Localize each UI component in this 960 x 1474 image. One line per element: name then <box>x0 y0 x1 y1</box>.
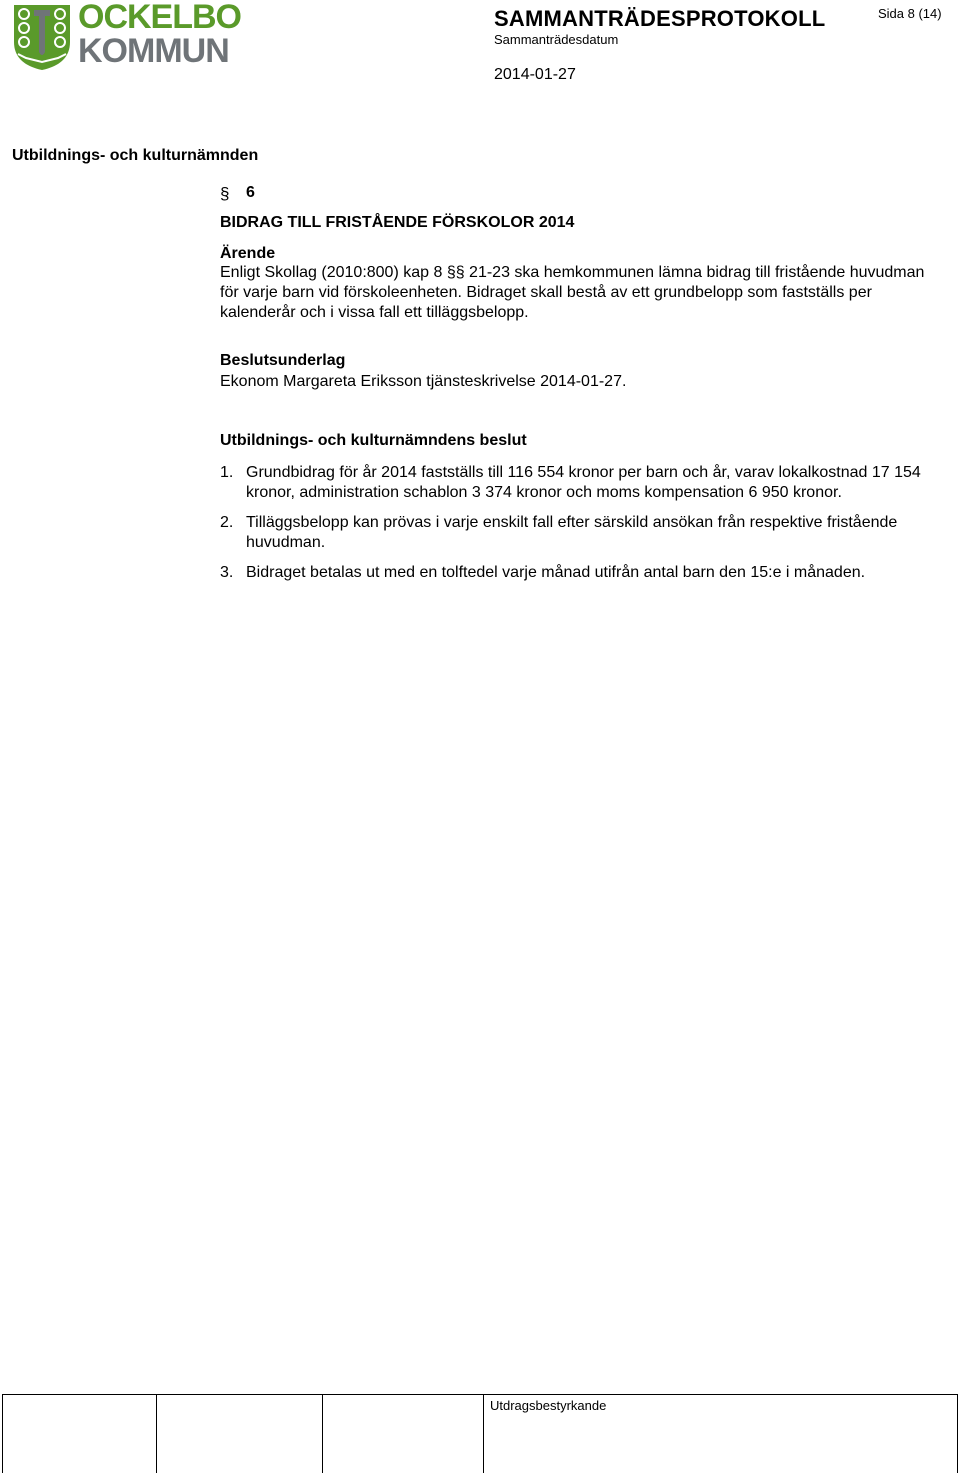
decision-item-line: Tilläggsbelopp kan prövas i varje enskilt fall efter särskild ansökan från respektive fristående <box>246 514 898 531</box>
paragraph-symbol: § <box>220 184 230 203</box>
document-title: SAMMANTRÄDESPROTOKOLL <box>494 6 826 31</box>
extract-certification-cell <box>483 1395 958 1473</box>
arende-text <box>220 263 960 323</box>
beslutsunderlag-label: Beslutsunderlag <box>220 352 346 369</box>
section-title: BIDRAG TILL FRISTÅENDE FÖRSKOLOR 2014 <box>220 214 575 231</box>
decision-item-text <box>246 513 897 553</box>
decision-item-text <box>246 563 865 583</box>
decision-item-text <box>246 463 921 503</box>
logo-line-1: OCKELBO <box>78 0 241 36</box>
decision-item-line: Bidraget betalas ut med en tolftedel varje månad utifrån antal barn den 15:e i månaden. <box>246 564 866 581</box>
decision-item-number: 3. <box>220 564 234 581</box>
signature-table <box>2 1394 958 1473</box>
page-number: Sida 8 (14) <box>878 6 942 21</box>
arende-label: Ärende <box>220 245 276 262</box>
beslutsunderlag-text: Ekonom Margareta Eriksson tjänsteskrivelse 2014-01-27. <box>220 373 627 390</box>
extract-certification-label: Utdragsbestyrkande <box>490 1398 607 1413</box>
paragraph-number: 6 <box>246 184 255 201</box>
decision-item-line: Grundbidrag för år 2014 fastställs till 116 554 kronor per barn och år, varav lokalkostnad 17 154 <box>246 464 921 481</box>
signature-cell <box>322 1395 483 1473</box>
arende-line: för varje barn vid förskoleenheten. Bidraget skall bestå av ett grundbelopp som fastställs per <box>220 284 872 301</box>
decision-item-line: huvudman. <box>246 534 326 551</box>
arende-line: kalenderår och i vissa fall ett tilläggsbelopp. <box>220 304 529 321</box>
decision-label: Utbildnings- och kulturnämndens beslut <box>220 432 527 449</box>
arende-line: Enligt Skollag (2010:800) kap 8 §§ 21-23 ska hemkommunen lämna bidrag till fristående huvudman <box>220 264 925 281</box>
signature-cell <box>2 1395 156 1473</box>
decision-item-line: kronor, administration schablon 3 374 kronor och moms kompensation 6 950 kronor. <box>246 484 842 501</box>
logo-line-2: KOMMUN <box>78 32 229 70</box>
meeting-date: 2014-01-27 <box>494 66 576 83</box>
municipality-logo <box>12 0 241 72</box>
committee-name: Utbildnings- och kulturnämnden <box>12 147 259 164</box>
meeting-date-label: Sammanträdesdatum <box>494 32 619 47</box>
decision-item-number: 2. <box>220 514 234 531</box>
signature-cell <box>156 1395 323 1473</box>
decision-item-number: 1. <box>220 464 234 481</box>
